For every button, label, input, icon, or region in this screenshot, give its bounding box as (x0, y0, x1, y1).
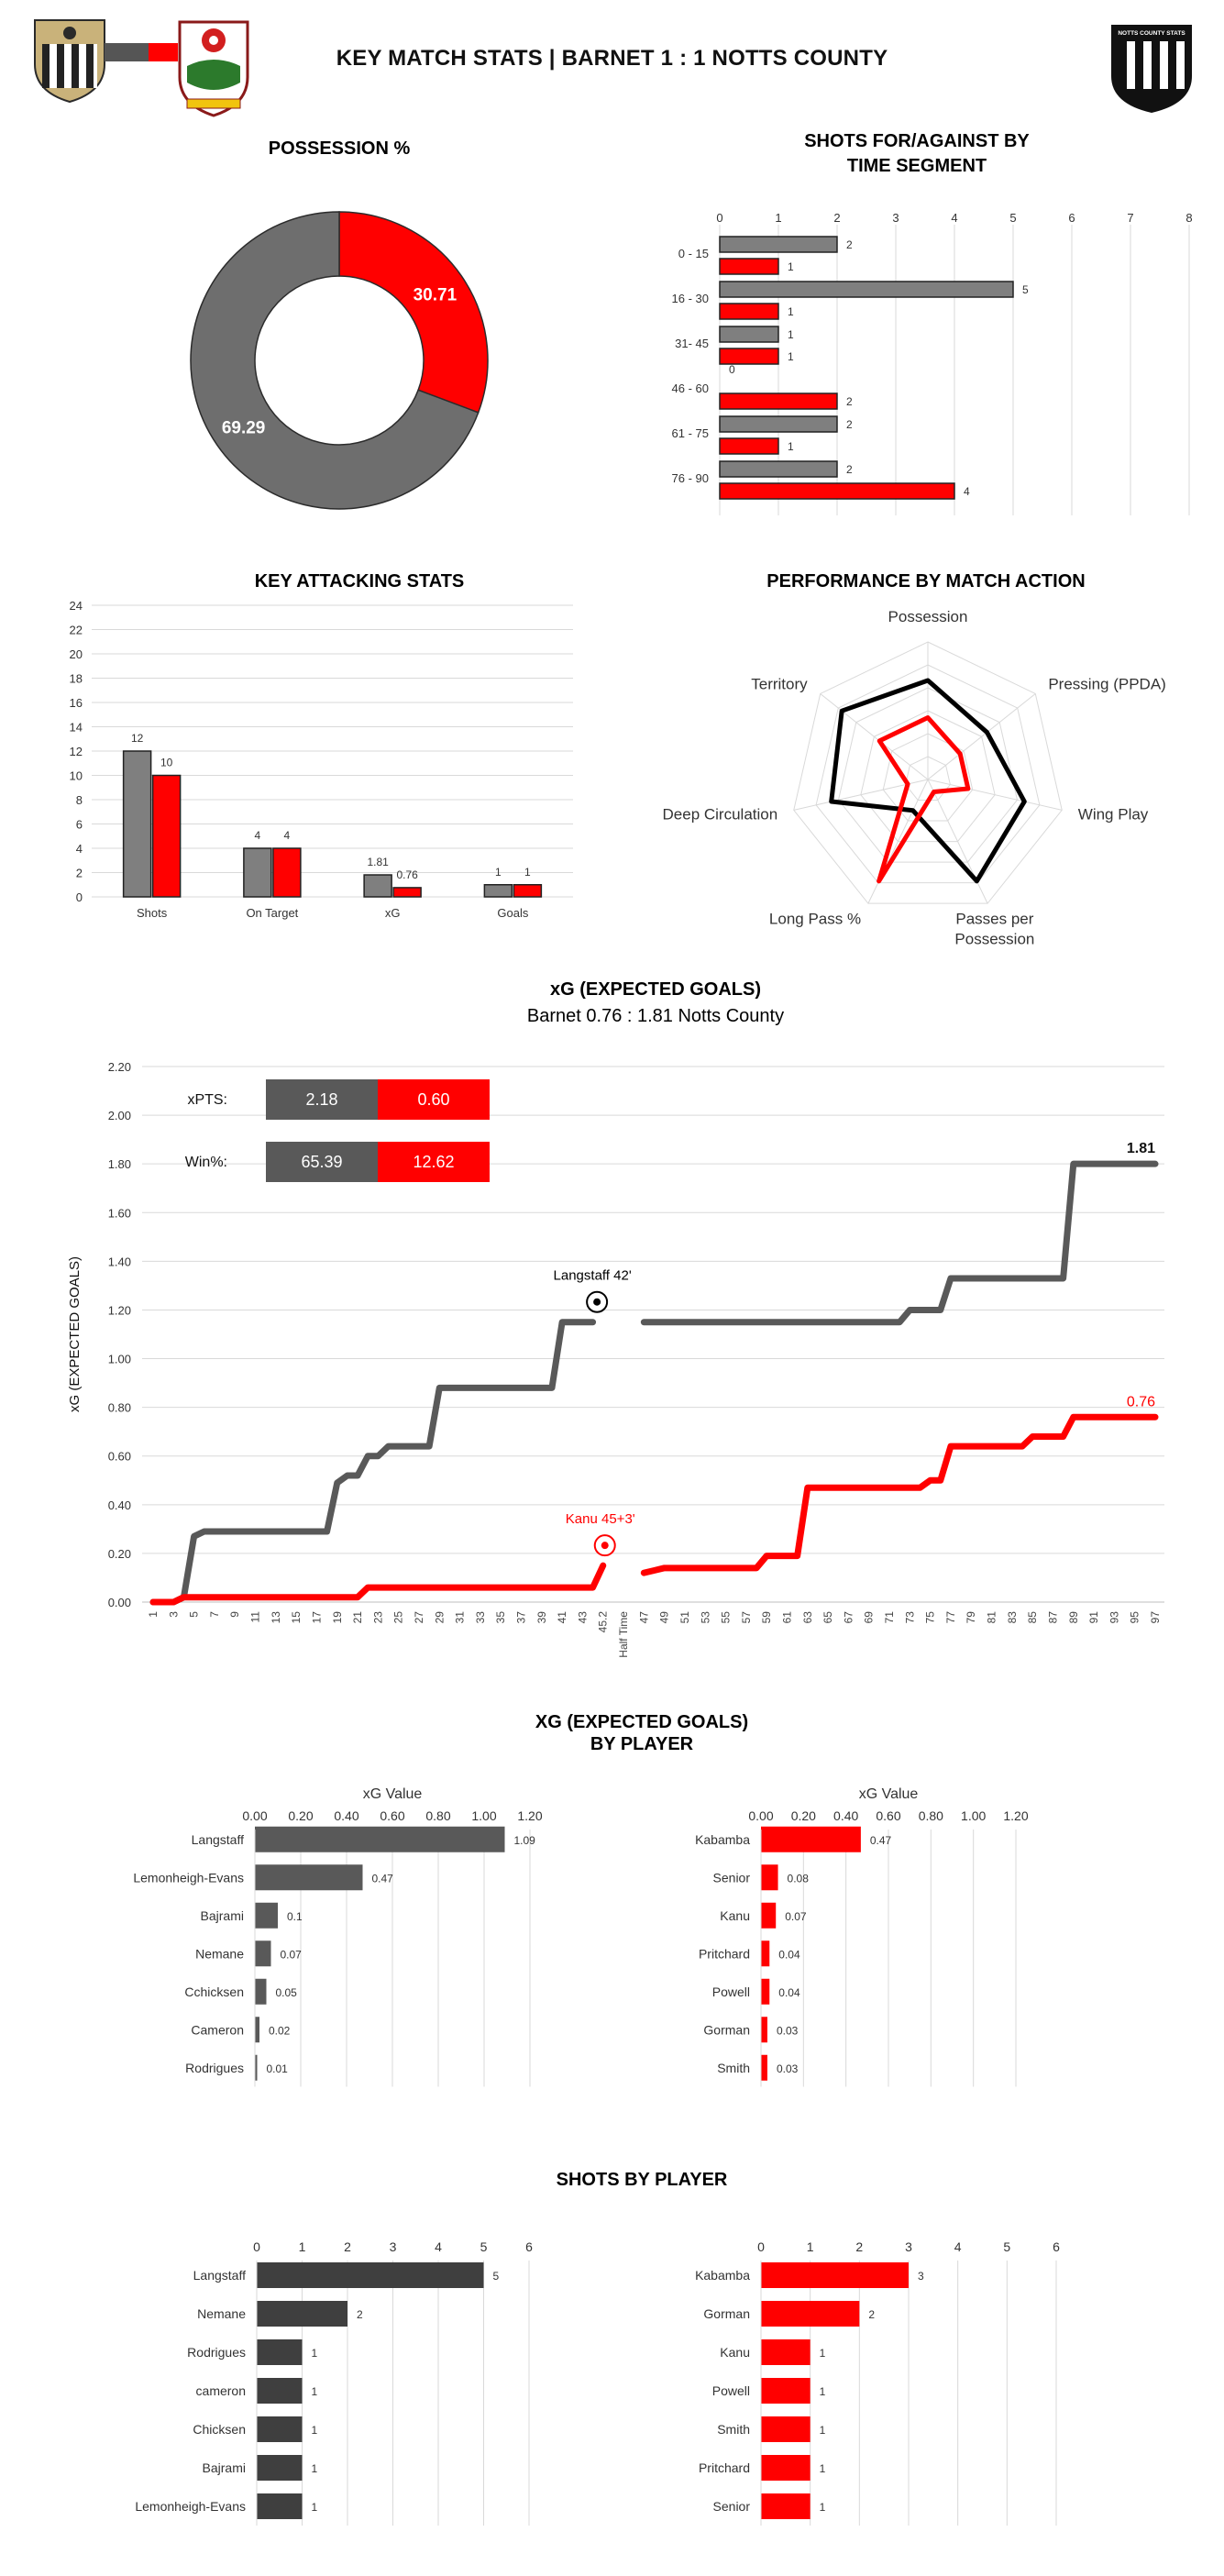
bar (484, 885, 512, 897)
data-label: 0.07 (785, 1909, 807, 1923)
tick-label: 4 (951, 211, 958, 225)
goal-annotation: Langstaff 42' (553, 1267, 632, 1284)
data-label: 0.1 (287, 1909, 303, 1923)
tick-label: 7 (207, 1611, 221, 1618)
tick-label: 24 (69, 599, 83, 613)
tick-label: 0.20 (790, 1808, 816, 1823)
xg-by-player-barnet-chart (633, 1706, 1183, 2109)
category-label: xG (384, 906, 401, 920)
tick-label: 5 (187, 1611, 201, 1618)
ball-icon-center (593, 1299, 601, 1306)
category-label: Langstaff (191, 1831, 244, 1847)
bar (761, 2455, 810, 2481)
tick-label: 1.00 (107, 1352, 131, 1366)
category-label: On Target (246, 906, 299, 920)
data-label: 1 (311, 2501, 318, 2514)
data-label: 1 (819, 2424, 826, 2437)
tick-label: 0 (757, 2239, 765, 2254)
table-row-label: Win%: (184, 1155, 227, 1170)
bar (720, 461, 837, 477)
bar (720, 483, 954, 499)
data-label: 4 (283, 829, 291, 842)
tick-label: 89 (1066, 1611, 1080, 1624)
category-label: Kabamba (695, 1831, 750, 1847)
category-label: Goals (497, 906, 529, 920)
tick-label: 0.40 (833, 1808, 859, 1823)
possession-chart (156, 128, 523, 532)
category-label: Bajrami (200, 1907, 244, 1923)
category-label: Shots (137, 906, 168, 920)
data-label: 0.47 (371, 1872, 393, 1885)
data-label: 0.07 (280, 1948, 302, 1962)
data-label: 4 (254, 829, 261, 842)
key-attacking-stats-chart (46, 559, 596, 945)
tick-label: 18 (69, 671, 83, 686)
radar-axis-label: Possession (888, 608, 968, 625)
bar (255, 1864, 363, 1890)
bar (761, 1827, 861, 1852)
category-label: Rodrigues (187, 2345, 246, 2360)
tick-label: 2 (855, 2239, 864, 2254)
data-label: 2 (357, 2308, 363, 2321)
table-cell-value: 65.39 (301, 1153, 343, 1171)
category-label: Cchicksen (184, 1984, 244, 1999)
tick-label: 25 (391, 1611, 405, 1624)
bar (761, 1979, 769, 2005)
tick-label: 16 (69, 696, 83, 710)
bar (255, 1827, 505, 1852)
chart-title: PERFORMANCE BY MATCH ACTION (766, 571, 1086, 591)
bar (244, 848, 271, 897)
bar (257, 2301, 347, 2327)
series-end-label: 1.81 (1126, 1141, 1155, 1157)
chart-title: xG (EXPECTED GOALS) (549, 979, 762, 1000)
series-line (153, 1322, 593, 1602)
tick-label: 4 (75, 842, 83, 856)
tick-label: 95 (1128, 1611, 1141, 1624)
tick-label: 1.20 (1003, 1808, 1029, 1823)
series-end-label: 0.76 (1126, 1394, 1155, 1410)
radar-axis-label: Territory (751, 675, 808, 693)
tick-label: 61 (780, 1611, 794, 1624)
bar (255, 2017, 259, 2042)
bar (720, 259, 778, 274)
tick-label: 0.60 (876, 1808, 901, 1823)
table-cell-value: 0.60 (417, 1090, 450, 1109)
bar (720, 326, 778, 342)
tick-label: 49 (657, 1611, 671, 1624)
tick-label: 6 (525, 2239, 533, 2254)
tick-label: 63 (800, 1611, 814, 1624)
tick-label: 0.80 (918, 1808, 943, 1823)
category-label: 76 - 90 (671, 471, 709, 485)
data-label: 1 (495, 865, 502, 879)
chart-title: XG (EXPECTED GOALS) BY PLAYER (535, 1712, 749, 1754)
category-label: Smith (717, 2422, 750, 2437)
tick-label: 29 (433, 1611, 447, 1624)
tick-label: 39 (535, 1611, 548, 1624)
slice-label: 30.71 (413, 285, 458, 305)
tick-label: 14 (69, 720, 83, 735)
data-label: 0.47 (869, 1833, 892, 1847)
table-row-label: xPTS: (187, 1092, 227, 1108)
tick-label: 85 (1026, 1611, 1040, 1624)
category-label: Pritchard (698, 2460, 750, 2475)
tick-label: 0.80 (425, 1808, 451, 1823)
data-label: 1 (788, 350, 794, 363)
data-label: 5 (1022, 283, 1029, 296)
tick-label: 8 (1185, 211, 1193, 225)
tick-label: 81 (985, 1611, 998, 1624)
data-label: 1 (819, 2501, 826, 2514)
data-label: 1 (311, 2424, 318, 2437)
axis-label: xG Value (362, 1786, 423, 1802)
tick-label: 0.40 (334, 1808, 359, 1823)
data-label: 0.05 (275, 1985, 297, 1999)
tick-label: 1.00 (471, 1808, 497, 1823)
tick-label: 2 (833, 211, 841, 225)
data-label: 1 (819, 2462, 826, 2475)
tick-label: 0.80 (107, 1400, 131, 1415)
data-label: 1.09 (513, 1833, 535, 1847)
bar (257, 2339, 303, 2365)
data-label: 2 (846, 463, 853, 476)
goal-annotation: Kanu 45+3' (565, 1511, 635, 1528)
tick-label: 19 (330, 1611, 344, 1624)
tick-label: 4 (435, 2239, 442, 2254)
tick-label: 1.20 (517, 1808, 543, 1823)
tick-label: 59 (760, 1611, 774, 1624)
bar (257, 2455, 303, 2481)
tick-label: 0.40 (107, 1498, 131, 1512)
data-label: 1 (788, 328, 794, 341)
series-line (153, 1565, 603, 1602)
tick-label: 1 (775, 211, 782, 225)
bar (255, 1940, 271, 1966)
tick-label: 73 (903, 1611, 917, 1624)
tick-label: 15 (290, 1611, 303, 1624)
tick-label: 1.40 (107, 1255, 131, 1269)
category-label: Powell (711, 1984, 750, 1999)
radar-axis-label: Pressing (PPDA) (1048, 675, 1166, 693)
tick-label: 0.60 (380, 1808, 405, 1823)
data-label: 4 (964, 485, 970, 498)
category-label: Bajrami (202, 2460, 246, 2475)
bar (257, 2262, 484, 2288)
tick-label: 21 (351, 1611, 365, 1624)
bar (364, 875, 391, 897)
bar (761, 2017, 767, 2042)
chart-subtitle: Barnet 0.76 : 1.81 Notts County (526, 1006, 785, 1026)
barnet-crest (174, 13, 253, 123)
data-label: 3 (918, 2270, 924, 2283)
category-label: Nemane (195, 1946, 244, 1962)
badge-text: NOTTS COUNTY STATS (1118, 30, 1185, 37)
tick-label: 55 (719, 1611, 733, 1624)
bar (761, 2493, 810, 2519)
tick-label: 6 (1053, 2239, 1060, 2254)
tick-label: 17 (310, 1611, 324, 1624)
bar (761, 2339, 810, 2365)
tick-label: 23 (371, 1611, 385, 1624)
slice-label: 69.29 (221, 418, 266, 438)
chart-title: SHOTS FOR/AGAINST BY TIME SEGMENT (804, 131, 1030, 176)
tick-label: 71 (883, 1611, 897, 1624)
axis-label: xG (EXPECTED GOALS) (67, 1255, 83, 1413)
tick-label: 2 (75, 866, 83, 880)
bar (513, 885, 541, 897)
bar (273, 848, 301, 897)
category-label: Kabamba (695, 2268, 750, 2283)
ball-icon-center (601, 1542, 609, 1549)
data-label: 0.04 (778, 1948, 800, 1962)
bar (257, 2378, 303, 2404)
category-label: 16 - 30 (671, 292, 709, 305)
tick-label: 3 (167, 1611, 181, 1618)
tick-label: 5 (480, 2239, 488, 2254)
tick-label: 47 (637, 1611, 651, 1624)
data-label: 10 (160, 756, 173, 769)
tick-label: 45.2 (596, 1611, 610, 1633)
chart-title: POSSESSION % (268, 138, 411, 159)
chart-title: SHOTS BY PLAYER (556, 2170, 728, 2190)
data-label: 1 (819, 2347, 826, 2360)
bar (720, 237, 837, 252)
series-line (644, 1164, 1155, 1322)
tick-label: 0 (716, 211, 723, 225)
tick-label: 2.00 (107, 1109, 131, 1123)
data-label: 1 (524, 865, 531, 879)
tick-label: 3 (389, 2239, 397, 2254)
bar (761, 1903, 776, 1929)
tick-label: 2.20 (107, 1060, 131, 1074)
tick-label: 0.00 (107, 1596, 131, 1609)
tick-label: 20 (69, 647, 83, 661)
table-cell-value: 12.62 (413, 1153, 455, 1171)
tick-label: 1 (298, 2239, 306, 2254)
data-label: 1 (819, 2385, 826, 2398)
category-label: 46 - 60 (671, 381, 709, 395)
bar (761, 2301, 859, 2327)
bar (761, 1864, 778, 1890)
series-line (644, 1417, 1155, 1573)
tick-label: 3 (905, 2239, 912, 2254)
bar (720, 304, 778, 319)
category-label: Smith (717, 2060, 750, 2075)
tick-label: 0.00 (242, 1808, 268, 1823)
bar (761, 2416, 810, 2442)
tick-label: 77 (943, 1611, 957, 1624)
data-label: 1 (311, 2462, 318, 2475)
data-label: 2 (846, 238, 853, 251)
category-label: Lemonheigh-Evans (135, 2499, 246, 2514)
tick-label: 83 (1005, 1611, 1019, 1624)
tick-label: 33 (473, 1611, 487, 1624)
tick-label: 1.60 (107, 1206, 131, 1221)
tick-label: 3 (892, 211, 899, 225)
xg-timeline-chart (55, 967, 1192, 1664)
data-label: 0.08 (787, 1872, 809, 1885)
tick-label: 4 (954, 2239, 962, 2254)
tick-label: 1 (147, 1611, 160, 1618)
data-label: 0.01 (266, 2062, 288, 2075)
bar (761, 1940, 769, 1966)
category-label: Rodrigues (185, 2060, 244, 2075)
data-label: 0 (729, 363, 735, 376)
tick-label: 57 (739, 1611, 753, 1624)
category-label: 31- 45 (675, 337, 709, 350)
bar (255, 1979, 267, 2005)
data-label: 1.81 (367, 856, 389, 869)
category-label: Powell (711, 2383, 750, 2398)
tick-label: 0.20 (288, 1808, 314, 1823)
tick-label: 43 (576, 1611, 590, 1624)
data-label: 1 (788, 440, 794, 453)
tick-label: 22 (69, 623, 83, 637)
data-label: 0.02 (269, 2024, 291, 2038)
tick-label: 97 (1149, 1611, 1162, 1624)
category-label: Chicksen (193, 2422, 246, 2437)
radar-spoke (928, 779, 1062, 810)
tick-label: 6 (75, 817, 83, 832)
tick-label: 0 (253, 2239, 260, 2254)
bar (720, 282, 1013, 297)
tick-label: 67 (842, 1611, 855, 1624)
category-label: Langstaff (193, 2268, 246, 2283)
axis-label: xG Value (858, 1786, 919, 1802)
tick-label: 35 (494, 1611, 508, 1624)
data-label: 0.03 (776, 2062, 799, 2075)
category-label: Senior (712, 1870, 750, 1885)
tick-label: 11 (248, 1611, 262, 1623)
category-label: Cameron (191, 2022, 244, 2038)
tick-label: 12 (69, 745, 83, 758)
bar (124, 751, 151, 897)
tick-label: 1 (806, 2239, 814, 2254)
chart-title: KEY ATTACKING STATS (254, 571, 465, 591)
bar (257, 2493, 303, 2519)
category-label: Pritchard (698, 1946, 750, 1962)
tick-label: 1.20 (107, 1303, 131, 1318)
tick-label: 6 (1068, 211, 1075, 225)
data-label: 1 (311, 2347, 318, 2360)
bar (761, 2055, 767, 2081)
shots-by-player-barnet-chart (633, 2160, 1183, 2563)
shots-by-segment-chart (642, 119, 1210, 541)
data-label: 0.76 (396, 868, 418, 881)
bar (720, 438, 778, 454)
tick-label: 1.00 (961, 1808, 987, 1823)
category-label: Gorman (703, 2306, 750, 2321)
category-label: cameron (195, 2383, 246, 2398)
tick-label: 87 (1046, 1611, 1060, 1624)
radar-axis-label: Wing Play (1077, 805, 1149, 824)
performance-radar-chart (633, 559, 1219, 963)
category-label: 0 - 15 (678, 247, 709, 260)
tick-label: 5 (1009, 211, 1017, 225)
page-title: KEY MATCH STATS | BARNET 1 : 1 NOTTS COUNTY (336, 46, 888, 71)
data-label: 1 (788, 305, 794, 318)
donut-slice (339, 212, 488, 413)
tick-label: Half Time (617, 1611, 631, 1658)
crest-connector (105, 43, 178, 61)
bar (761, 2262, 909, 2288)
tick-label: 10 (69, 768, 83, 783)
table-cell-value: 2.18 (305, 1090, 338, 1109)
tick-label: 93 (1108, 1611, 1121, 1624)
data-label: 2 (846, 418, 853, 431)
tick-label: 37 (514, 1611, 528, 1624)
tick-label: 0.20 (107, 1546, 131, 1561)
category-label: Gorman (703, 2022, 750, 2038)
tick-label: 31 (453, 1611, 467, 1624)
tick-label: 9 (228, 1611, 242, 1618)
radar-axis-label: Passes per Possession (954, 910, 1035, 948)
tick-label: 5 (1003, 2239, 1011, 2254)
radar-axis-label: Deep Circulation (662, 805, 778, 824)
category-label: Nemane (197, 2306, 246, 2321)
data-label: 5 (492, 2270, 500, 2283)
tick-label: 79 (965, 1611, 978, 1624)
bar (257, 2416, 303, 2442)
bar (153, 776, 181, 898)
tick-label: 8 (75, 793, 83, 807)
bar (393, 888, 421, 897)
data-label: 1 (311, 2385, 318, 2398)
tick-label: 53 (699, 1611, 712, 1624)
tick-label: 1.80 (107, 1157, 131, 1172)
data-label: 1 (788, 260, 794, 273)
notts-county-crest (33, 17, 106, 104)
tick-label: 27 (412, 1611, 425, 1624)
bar (720, 348, 778, 364)
radar-axis-label: Long Pass % (768, 910, 862, 928)
tick-label: 75 (923, 1611, 937, 1624)
category-label: Lemonheigh-Evans (133, 1870, 244, 1885)
notts-county-stats-badge (1109, 23, 1194, 115)
data-label: 12 (130, 732, 144, 745)
tick-label: 65 (822, 1611, 835, 1624)
category-label: Kanu (720, 1907, 750, 1923)
tick-label: 91 (1087, 1611, 1101, 1624)
bar (720, 416, 837, 432)
bar (761, 2378, 810, 2404)
category-label: Senior (712, 2499, 750, 2514)
tick-label: 2 (344, 2239, 351, 2254)
tick-label: 0.00 (748, 1808, 774, 1823)
category-label: 61 - 75 (671, 426, 709, 440)
tick-label: 13 (269, 1611, 282, 1624)
category-label: Kanu (720, 2345, 750, 2360)
data-label: 2 (868, 2308, 876, 2321)
tick-label: 0 (75, 890, 83, 904)
tick-label: 51 (678, 1611, 691, 1624)
bar (255, 1903, 278, 1929)
tick-label: 0.60 (107, 1449, 131, 1464)
data-label: 2 (846, 395, 853, 408)
tick-label: 69 (862, 1611, 876, 1624)
tick-label: 7 (1127, 211, 1134, 225)
bar (720, 393, 837, 409)
tick-label: 41 (556, 1611, 569, 1624)
data-label: 0.03 (776, 2024, 799, 2038)
data-label: 0.04 (778, 1985, 800, 1999)
